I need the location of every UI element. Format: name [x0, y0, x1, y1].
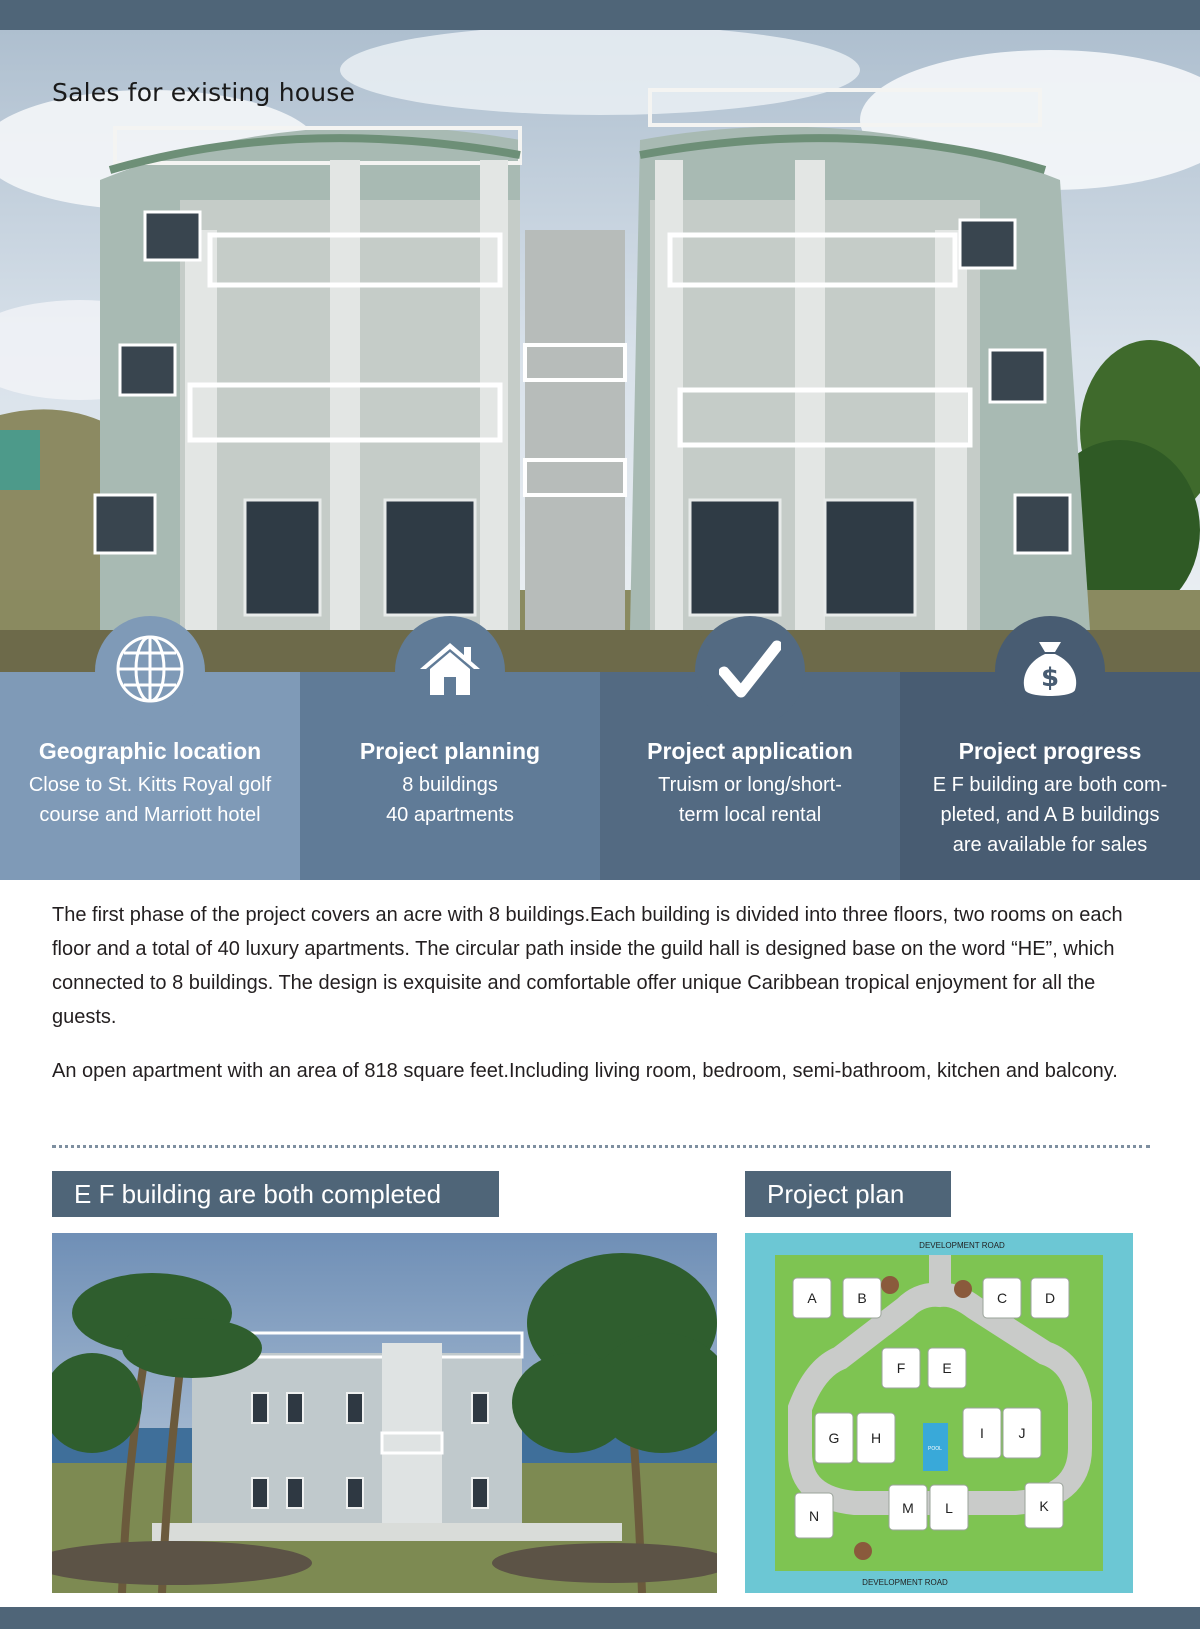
description-paragraph-2: An open apartment with an area of 818 square feet.Including living room, bedroom, semi-bathroom, kitchen and balcony. [52, 1060, 1118, 1082]
feature-line: E F building are both com- [932, 774, 1168, 796]
road-label-bottom: DEVELOPMENT ROAD [862, 1578, 948, 1587]
building-label: K [1039, 1498, 1049, 1514]
feature-line: 8 buildings [402, 774, 498, 796]
bottom-bar [0, 1607, 1200, 1629]
completed-building-photo [52, 1233, 717, 1593]
building-label: M [902, 1500, 914, 1516]
feature-text [310, 770, 590, 830]
feature-badge [95, 616, 205, 726]
feature-badge [395, 616, 505, 726]
checkmark-icon [719, 638, 781, 705]
feature-title: Project planning [359, 738, 541, 764]
feature-line: are available for sales [952, 834, 1148, 856]
building-label: L [945, 1500, 953, 1516]
pool-label: POOL [928, 1446, 942, 1452]
feature-line: Truism or long/short- [658, 774, 842, 796]
building-label: J [1018, 1425, 1026, 1441]
building-label: N [808, 1508, 820, 1524]
building-label: H [870, 1430, 882, 1446]
building-label: E [942, 1360, 952, 1376]
money-bag-icon [1017, 636, 1083, 707]
feature-line: term local rental [678, 804, 822, 826]
feature-title: Geographic location [38, 738, 262, 764]
building-label: I [980, 1425, 984, 1441]
building-label: A [807, 1290, 817, 1306]
feature-project-planning [300, 672, 600, 880]
hero-photo [0, 30, 1200, 672]
feature-title: Project progress [958, 738, 1142, 764]
hero-title: Sales for existing house [52, 78, 356, 107]
features-strip [0, 662, 1200, 880]
building-label: G [828, 1430, 840, 1446]
house-icon [418, 637, 482, 706]
feature-project-progress [900, 662, 1200, 880]
feature-line: pleted, and A B buildings [940, 804, 1160, 826]
globe-icon [114, 633, 186, 710]
feature-text [610, 770, 890, 830]
feature-badge [695, 616, 805, 726]
top-bar [0, 0, 1200, 30]
feature-project-application [600, 672, 900, 880]
feature-line: Close to St. Kitts Royal golf [28, 774, 272, 796]
feature-text [910, 770, 1190, 860]
feature-text [10, 770, 290, 830]
section-label-completed: E F building are both completed [52, 1171, 499, 1217]
description-paragraph-1: The first phase of the project covers an acre with 8 buildings.Each building is divided into three floors, two rooms on each floor and a total of 40 luxury apartments. The circular path inside the guild hall is designed base on the word “HE”, which connected to 8 buildings. The design is exquisite and comfortable offer unique Caribbean tropical enjoyment for all the guests. [52, 904, 1123, 1028]
feature-badge [995, 616, 1105, 726]
feature-line: course and Marriott hotel [39, 804, 261, 826]
feature-line: 40 apartments [386, 804, 514, 826]
building-label: F [896, 1360, 906, 1376]
site-plan-map [745, 1233, 1133, 1593]
feature-title: Project application [647, 738, 853, 764]
svg-text:$: $ [1040, 662, 1060, 693]
building-label: B [857, 1290, 867, 1306]
feature-geographic-location [0, 672, 300, 880]
section-label-project-plan: Project plan [745, 1171, 951, 1217]
road-label-top: DEVELOPMENT ROAD [919, 1241, 1005, 1250]
dotted-divider [52, 1145, 1150, 1148]
project-description [52, 898, 1152, 1088]
building-label: D [1044, 1290, 1056, 1306]
building-label: C [996, 1290, 1008, 1306]
